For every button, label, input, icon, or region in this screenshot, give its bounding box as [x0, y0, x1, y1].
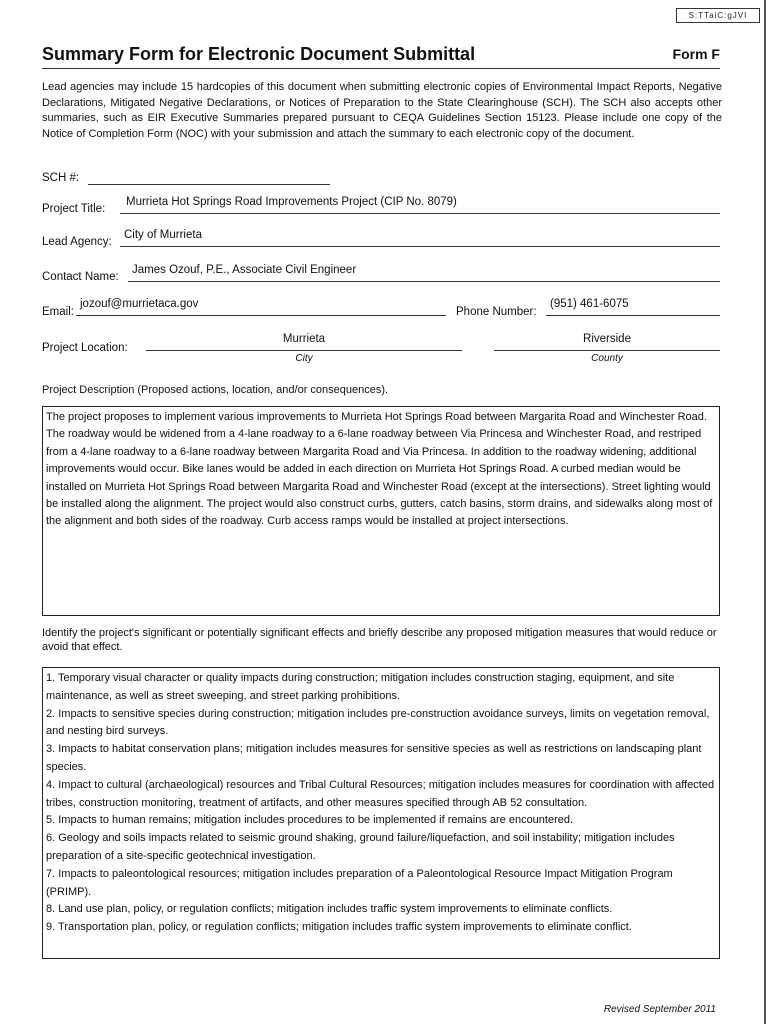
effects-label: Identify the project's significant or potentially significant effects and briefly describe any proposed mitigation measures that would reduce or avoid that effect. [42, 627, 717, 653]
effect-item-1: 1. Temporary visual character or quality impacts during construction; mitigation includes construction staging, equipment, and site maintenance, as well as street sweeping, and street parking prohibitions. [46, 672, 675, 702]
lead-agency-field[interactable]: City of Murrieta [124, 229, 202, 241]
phone-field[interactable]: (951) 461-6075 [550, 298, 629, 310]
description-text: The project proposes to implement various improvements to Murrieta Hot Springs Road between Margarita Road and Winchester Road. The roadway would be widened from a 4-lane roadway to a 6-lane roadway between Via Princesa and Winchester Road, and restriped from a 4-lane roadway to a 6-lane roadway between Margarita Road and Via Princesa. In addition to the roadway widening, additional improvements would occur. Bike lanes would be added in each direction on Murrieta Hot Springs Road. A curbed median would be installed on Murrieta Hot Springs Road between Margarita Road and Winchester Road (except at the intersections). Street lighting would be installed along the alignment. The project would also construct curbs, gutters, catch basins, storm drains, and sidewalks along most of the alignment and both sides of the roadway. Curb access ramps would be installed at project intersections. [46, 411, 713, 528]
description-label: Project Description (Proposed actions, location, and/or consequences). [42, 384, 389, 396]
effect-item-3: 3. Impacts to habitat conservation plans; mitigation includes measures for sensitive species as well as restrictions on landscaping plant species. [46, 743, 702, 773]
phone-underline [546, 315, 720, 316]
project-title-underline [120, 213, 720, 214]
email-field[interactable]: jozouf@murrietaca.gov [80, 298, 199, 310]
description-box[interactable] [42, 406, 720, 616]
effect-item-5: 5. Impacts to human remains; mitigation includes procedures to be implemented if remains are encountered. [46, 814, 574, 827]
sch-label: SCH #: [42, 172, 80, 184]
city-caption: City [295, 353, 313, 364]
county-underline [494, 350, 720, 351]
project-title-field[interactable]: Murrieta Hot Springs Road Improvements Project (CIP No. 8079) [126, 196, 457, 208]
phone-label: Phone Number: [456, 306, 537, 318]
sch-underline [88, 184, 330, 185]
county-caption: County [591, 353, 623, 364]
city-underline [146, 350, 462, 351]
effects-box[interactable] [42, 667, 720, 959]
effect-item-6: 6. Geology and soils impacts related to seismic ground shaking, ground failure/liquefaction, and soil instability; mitigation includes preparation of a site-specific geotechnical investigation. [46, 832, 675, 862]
county-field[interactable]: Riverside [583, 333, 631, 345]
contact-name-underline [128, 281, 720, 282]
email-label: Email: [42, 306, 74, 318]
effect-item-9: 9. Transportation plan, policy, or regulation conflicts; mitigation includes traffic system improvements to eliminate conflict. [46, 921, 632, 934]
project-title-label: Project Title: [42, 203, 106, 215]
effect-item-2: 2. Impacts to sensitive species during construction; mitigation includes pre-construction avoidance surveys, limits on vegetation removal, and nesting bird surveys. [46, 707, 710, 738]
page-title: Summary Form for Electronic Document Submittal [42, 44, 476, 64]
effect-item-4: 4. Impact to cultural (archaeological) resources and Tribal Cultural Resources; mitigation includes measures for coordination with affected tribes, construction monitoring, treatment of artifacts, and other measures specified through AB 52 consultation. [46, 778, 715, 809]
location-label: Project Location: [42, 342, 128, 354]
title-rule [42, 68, 720, 69]
email-underline [76, 315, 446, 316]
contact-name-label: Contact Name: [42, 271, 119, 283]
lead-agency-underline [120, 246, 720, 247]
effect-item-8: 8. Land use plan, policy, or regulation conflicts; mitigation includes traffic system improvements to eliminate conflicts. [46, 903, 613, 916]
revised-date: Revised September 2011 [603, 1004, 716, 1015]
scan-edge [764, 0, 766, 1024]
form-label: Form F [672, 46, 720, 62]
clearinghouse-stamp: S:TTaiC:gJVI [676, 8, 760, 23]
intro-paragraph: Lead agencies may include 15 hardcopies of this document when submitting electronic copies of Environmental Impact Reports, Negative Declarations, Mitigated Negative Declarations, or Notices of Preparation to the State Clearinghouse (SCH). The SCH also accepts other summaries, such as EIR Executive Summaries prepared pursuant to CEQA Guidelines Section 15123. Please include one copy of the Notice of Completion Form (NOC) with your submission and attach the summary to each electronic copy of the document. [42, 81, 722, 140]
city-field[interactable]: Murrieta [282, 333, 326, 345]
effect-item-7: 7. Impacts to paleontological resources; mitigation includes preparation of a Paleontological Resource Impact Mitigation Program (PRIMP). [46, 867, 673, 898]
contact-name-field[interactable]: James Ozouf, P.E., Associate Civil Engineer [132, 264, 357, 276]
lead-agency-label: Lead Agency: [42, 236, 112, 248]
